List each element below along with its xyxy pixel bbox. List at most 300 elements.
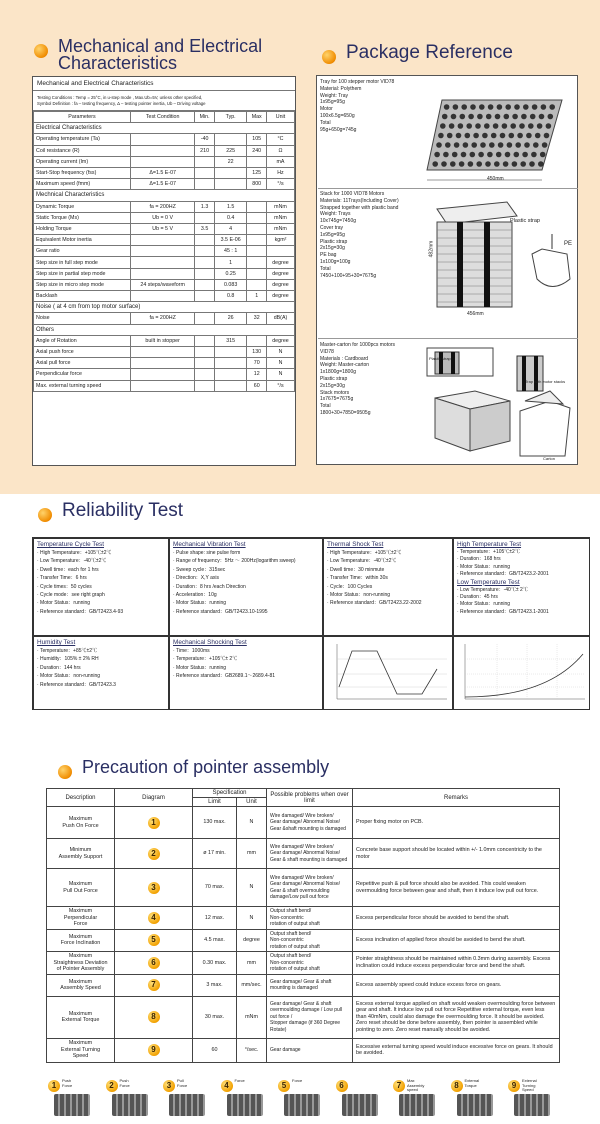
mech-cell bbox=[195, 235, 215, 246]
mech-cell bbox=[195, 291, 215, 302]
diagram-number-icon: 6 bbox=[148, 957, 160, 969]
mech-row bbox=[34, 313, 295, 324]
diagram-number-icon: 9 bbox=[508, 1080, 520, 1092]
mech-cell: degree bbox=[266, 257, 294, 268]
rel-item: · Motor Status：non-running bbox=[37, 673, 101, 680]
rel-item: · Motor Status：running bbox=[457, 601, 511, 608]
diagram-number-icon: 3 bbox=[148, 882, 160, 894]
mech-cell bbox=[247, 212, 267, 223]
mech-row bbox=[34, 279, 295, 290]
strip-label: External Turning Speed bbox=[522, 1078, 537, 1092]
prec-description: Maximum Perpendicular Force bbox=[47, 907, 115, 930]
prec-problem: Gear damage/ Gear & shaft mounting is damaged bbox=[267, 974, 353, 996]
mech-cell: 1 bbox=[247, 291, 267, 302]
motor-icon bbox=[112, 1094, 148, 1116]
prec-remark: Repetitive push & pull force should also be avoided. This could weaken overmoulding force between gear and shaft, then it induce low pull out force. bbox=[353, 869, 560, 907]
diagram-number-icon: 7 bbox=[148, 979, 160, 991]
pkg-stack-text: Stack for 1000 VID78 Motors Materials: 11Trays(Including Cover) Strapped together with plastic band Weight: Trays 10x745g=7450g Cover tray 1x95g=95g Plastic strap 2x15g=30g PE bag 1x100g=100g Total 7450+100+95+30=7675g bbox=[320, 191, 399, 279]
mech-cell bbox=[195, 279, 215, 290]
motor-icon bbox=[284, 1094, 320, 1116]
mech-header-cell: Parameters bbox=[34, 112, 131, 123]
mech-cell: 32 bbox=[247, 313, 267, 324]
mech-cell bbox=[214, 358, 247, 369]
rel-item: · Direction：X,Y axis bbox=[173, 575, 220, 582]
mech-cell bbox=[247, 156, 267, 167]
prec-unit: N bbox=[237, 907, 267, 930]
rel-item-list bbox=[173, 549, 319, 616]
mech-cell: degree bbox=[266, 268, 294, 279]
mech-cell: Noise bbox=[34, 313, 131, 324]
rel-item: · Humidity：105% ± 2% RH bbox=[37, 656, 99, 663]
mech-cell bbox=[195, 369, 215, 380]
symbol-definition: Symbol Definition : fa – testing frequency, Δ – testing pointer inertia, Ub – Driving voltage bbox=[33, 101, 295, 111]
rel-item: · Reference standard：GB/T2423.4-93 bbox=[37, 608, 124, 615]
prec-limit: 3 max. bbox=[193, 974, 237, 996]
mech-header-cell: Min. bbox=[195, 112, 215, 123]
prec-limit: 4.5 max. bbox=[193, 929, 237, 952]
mech-cell: °/s bbox=[266, 380, 294, 391]
strip-diagram bbox=[451, 1080, 501, 1118]
prec-row bbox=[47, 1038, 560, 1062]
mech-cell bbox=[214, 346, 247, 357]
prec-unit: mNm bbox=[237, 996, 267, 1038]
prec-description: Maximum Force Inclination bbox=[47, 929, 115, 952]
mech-cell bbox=[195, 246, 215, 257]
motor-icon bbox=[514, 1094, 550, 1116]
strip-label: Pull Force bbox=[177, 1078, 188, 1088]
rel-item: · Dwell time：each for 1 hrs bbox=[37, 566, 99, 573]
mech-cell bbox=[247, 246, 267, 257]
rel-item: · High Temperature：+105℃±2℃ bbox=[37, 550, 112, 556]
rel-cell-title: Low Temperature Test bbox=[457, 578, 520, 586]
mech-cell bbox=[130, 246, 194, 257]
motor-icon bbox=[457, 1094, 493, 1116]
mech-cell: Step size in partial step mode bbox=[34, 268, 131, 279]
prec-limit: 60 bbox=[193, 1038, 237, 1062]
prec-remark: Pointer straightness should be maintained within 0.3mm during assembly. Excess inclination could induce excess perpendicular force and bend the shaft. bbox=[353, 952, 560, 975]
strip-label: Force bbox=[292, 1078, 303, 1083]
carton-illustration bbox=[425, 346, 575, 461]
mech-cell bbox=[214, 179, 247, 190]
rel-item-list bbox=[37, 549, 165, 616]
mech-cell: 24 steps/waveform bbox=[130, 279, 194, 290]
temp-cycle-graph bbox=[323, 636, 453, 710]
diagram-number-icon: 8 bbox=[148, 1011, 160, 1023]
diagram-number-icon: 9 bbox=[148, 1044, 160, 1056]
rel-item-list bbox=[457, 549, 586, 579]
mech-cell: 315 bbox=[214, 335, 247, 346]
rel-item: · Temperature：+85℃±2℃ bbox=[37, 648, 98, 654]
mech-row bbox=[34, 346, 295, 357]
mech-subheading: Electrical Characteristics bbox=[34, 123, 295, 134]
mech-cell: N bbox=[266, 369, 294, 380]
prec-remark: Excess assembly speed could induce excess force on gears. bbox=[353, 974, 560, 996]
prec-unit: mm bbox=[237, 952, 267, 975]
mech-row bbox=[34, 201, 295, 212]
motor-icon bbox=[342, 1094, 378, 1116]
rel-item: · Low Temperature：-40℃±2℃ bbox=[327, 558, 397, 565]
rel-item: · Transfer Time：within 30s bbox=[327, 575, 388, 582]
diagram-strip bbox=[48, 1080, 558, 1118]
mech-subheading-row bbox=[34, 190, 295, 201]
mech-cell: 240 bbox=[247, 145, 267, 156]
mech-cell: 210 bbox=[195, 145, 215, 156]
rel-box bbox=[32, 537, 590, 710]
mech-cell: 105 bbox=[247, 134, 267, 145]
mech-cell: mNm bbox=[266, 212, 294, 223]
mech-cell bbox=[130, 145, 194, 156]
pkg-tray-text: Tray for 100 stepper motor VID78 Material: Polythem Weight: Tray 1x95g=95g Motor 100x6.5g=650g Total 95g+650g=745g bbox=[320, 79, 395, 133]
mech-row bbox=[34, 223, 295, 234]
mech-cell bbox=[247, 279, 267, 290]
prec-row bbox=[47, 996, 560, 1038]
rel-item: · Motor Status：running bbox=[457, 563, 511, 570]
rel-item: · Low Temperature：-40℃±2℃ bbox=[37, 558, 107, 565]
mech-cell: 225 bbox=[214, 145, 247, 156]
mech-row bbox=[34, 134, 295, 145]
strip-diagram bbox=[163, 1080, 213, 1118]
mech-row bbox=[34, 257, 295, 268]
mech-cell: Δ=1.5 E-07 bbox=[130, 179, 194, 190]
mech-cell: Static Torque (Ms) bbox=[34, 212, 131, 223]
prec-table-wrap bbox=[46, 788, 560, 1063]
mech-row bbox=[34, 369, 295, 380]
mech-cell: Backlash bbox=[34, 291, 131, 302]
diagram-number-icon: 1 bbox=[48, 1080, 60, 1092]
strip-label: Push Force bbox=[62, 1078, 73, 1088]
mech-row bbox=[34, 145, 295, 156]
mech-header-cell: Test Condition bbox=[130, 112, 194, 123]
prec-remark: Concrete base support should be located within +/- 1.0mm concentricity to the motor bbox=[353, 839, 560, 869]
col-diagram: Diagram bbox=[115, 789, 193, 807]
mech-heading bbox=[58, 38, 298, 72]
rel-item-list bbox=[457, 587, 586, 617]
rel-item: · Duration：168 hrs bbox=[457, 556, 501, 563]
prec-limit: 0.30 max. bbox=[193, 952, 237, 975]
mech-subheading: Noise ( at 4 cm from top motor surface) bbox=[34, 302, 295, 313]
mech-cell: 130 bbox=[247, 346, 267, 357]
prec-diagram bbox=[115, 952, 193, 975]
prec-diagram bbox=[115, 974, 193, 996]
mech-cell: 0.25 bbox=[214, 268, 247, 279]
prec-diagram bbox=[115, 839, 193, 869]
stack-width: 456mm bbox=[467, 311, 484, 317]
mech-cell: fa = 200HZ bbox=[130, 313, 194, 324]
mech-cell bbox=[247, 257, 267, 268]
rel-item: · Dwell time：30 minmute bbox=[327, 566, 385, 573]
mech-row bbox=[34, 335, 295, 346]
prec-diagram bbox=[115, 869, 193, 907]
prec-problem: Wire damaged/ Wire broken/ Gear damage/ Abnormal Noise/ Gear & shaft mounting is damaged bbox=[267, 839, 353, 869]
mech-cell: Gear ratio bbox=[34, 246, 131, 257]
mech-row bbox=[34, 179, 295, 190]
prec-remark: Excess inclination of applied force should be avoided to bend the shaft. bbox=[353, 929, 560, 952]
bullet-icon bbox=[322, 50, 336, 64]
mech-cell: Start-Stop frequency (fss) bbox=[34, 167, 131, 178]
prec-diagram bbox=[115, 907, 193, 930]
strip-diagram bbox=[336, 1080, 386, 1118]
tray-width: 450mm bbox=[487, 176, 504, 182]
prec-description: Maximum Push On Force bbox=[47, 807, 115, 839]
mech-cell: 0.4 bbox=[214, 212, 247, 223]
rel-cell-humidity bbox=[33, 636, 169, 710]
mech-cell: Δ=1.5 E-07 bbox=[130, 167, 194, 178]
prec-problem: Output shaft bend/ Non-concentric rotation of output shaft bbox=[267, 952, 353, 975]
mech-cell bbox=[195, 313, 215, 324]
prec-limit: 130 max. bbox=[193, 807, 237, 839]
prec-remark: Excessive external turning speed would induce excessive force on gears. It should be avoided. bbox=[353, 1038, 560, 1062]
rel-item: · Time：1000ms bbox=[173, 648, 210, 654]
rel-heading bbox=[62, 502, 183, 519]
mech-cell: fa = 200HZ bbox=[130, 201, 194, 212]
motor-icon bbox=[169, 1094, 205, 1116]
rel-cell-title: High Temperature Test bbox=[457, 541, 522, 548]
prec-problem: Gear damage/ Gear & shaft overmoulding damage / Low pull out force / Stopper damage (if 360 Degree Rotate) bbox=[267, 996, 353, 1038]
mech-cell: Angle of Rotation bbox=[34, 335, 131, 346]
diagram-number-icon: 3 bbox=[163, 1080, 175, 1092]
mech-cell: 0.8 bbox=[214, 291, 247, 302]
prec-remark: Proper fixing motor on PCB. bbox=[353, 807, 560, 839]
diagram-number-icon: 2 bbox=[148, 848, 160, 860]
bullet-icon bbox=[58, 765, 72, 779]
mech-header-cell: Unit bbox=[266, 112, 294, 123]
mech-cell: 1.5 bbox=[214, 201, 247, 212]
mech-cell: 22 bbox=[214, 156, 247, 167]
mech-cell bbox=[195, 156, 215, 167]
mech-cell: Operating temperature (Ta) bbox=[34, 134, 131, 145]
mech-cell bbox=[195, 346, 215, 357]
prec-diagram bbox=[115, 996, 193, 1038]
strap-label-2: Plastic strap bbox=[429, 356, 451, 361]
mech-cell bbox=[130, 358, 194, 369]
mech-cell bbox=[195, 167, 215, 178]
mech-cell bbox=[130, 235, 194, 246]
mech-row bbox=[34, 268, 295, 279]
mech-cell: Hz bbox=[266, 167, 294, 178]
prec-description: Maximum External Turning Speed bbox=[47, 1038, 115, 1062]
rel-cell-temperature-cycle bbox=[33, 538, 169, 636]
mech-cell bbox=[214, 369, 247, 380]
strip-diagram bbox=[278, 1080, 328, 1118]
prec-description: Maximum External Torque bbox=[47, 996, 115, 1038]
mech-cell: 0.083 bbox=[214, 279, 247, 290]
mech-cell: degree bbox=[266, 291, 294, 302]
mech-header-cell: Typ. bbox=[214, 112, 247, 123]
mech-cell: Equivalent Motor inertia bbox=[34, 235, 131, 246]
rel-item: · Reference standard：GB/T2423.2-2001 bbox=[457, 571, 549, 578]
rel-item: · Cycle times：50 cycles bbox=[37, 583, 92, 590]
rel-cell-title: Humidity Test bbox=[37, 639, 76, 646]
mech-cell bbox=[214, 167, 247, 178]
prec-diagram bbox=[115, 807, 193, 839]
rel-item: · Sweep cycle：315sec bbox=[173, 566, 226, 573]
mech-cell: N bbox=[266, 358, 294, 369]
prec-problem: Output shaft bend/ Non-concentric rotation of output shaft bbox=[267, 929, 353, 952]
mech-header-cell: Max bbox=[247, 112, 267, 123]
prec-description: Minimum Assembly Support bbox=[47, 839, 115, 869]
mech-cell: 60 bbox=[247, 380, 267, 391]
divider bbox=[318, 188, 578, 189]
col-description: Description bbox=[47, 789, 115, 807]
mech-cell: 26 bbox=[214, 313, 247, 324]
mech-row bbox=[34, 246, 295, 257]
mech-cell bbox=[195, 380, 215, 391]
diagram-number-icon: 7 bbox=[393, 1080, 405, 1092]
rel-cell-high-low-temp bbox=[453, 538, 590, 636]
strip-label: Force bbox=[234, 1078, 245, 1083]
vibration-graph bbox=[453, 636, 590, 710]
prec-row bbox=[47, 807, 560, 839]
mech-row bbox=[34, 291, 295, 302]
mech-cell bbox=[247, 335, 267, 346]
rel-heading-text: Reliability Test bbox=[62, 500, 184, 521]
mech-cell bbox=[195, 268, 215, 279]
bullet-icon bbox=[34, 44, 48, 58]
col-problems: Possible problems when over limit bbox=[267, 789, 353, 807]
pkg-carton-text: Master-carton for 1000pcs motors VID78 Materials : Cardboard Weight: Master-carton 1x1800g=1800g Plastic strap 2x15g=30g Stack motors 1x7675=7675g Total 1800+30+7850=9505g bbox=[320, 342, 396, 416]
prec-remark: Excess external torque applied on shaft would weaken overmoulding force between gear and shaft. It induce low pull out force Repetitive external torque, even less than 40mNm, could also damage the overmoulding force. It should be avoided. Zero reset should be done before assembly, then pointer is assembled while pointing to zero. Zero reset manually should be avoided. bbox=[353, 996, 560, 1038]
prec-description: Maximum Assembly Speed bbox=[47, 974, 115, 996]
mech-cell bbox=[247, 223, 267, 234]
rel-item: · Low Temperature：-40℃± 2℃ bbox=[457, 586, 528, 593]
mech-cell: built in stopper bbox=[130, 335, 194, 346]
motor-icon bbox=[54, 1094, 90, 1116]
rel-cell-title: Temperature Cycle Test bbox=[37, 541, 105, 548]
strip-label: External Torque bbox=[464, 1078, 480, 1088]
prec-heading-text: Precaution of pointer assembly bbox=[82, 757, 330, 777]
rel-item: · Acceleration：10g bbox=[173, 592, 217, 599]
rel-item-list bbox=[37, 647, 165, 689]
mech-cell: 1 bbox=[214, 257, 247, 268]
mech-cell: 12 bbox=[247, 369, 267, 380]
mech-cell: degree bbox=[266, 279, 294, 290]
rel-item: · Transfer Time：6 hrs bbox=[37, 575, 87, 582]
mech-cell: Operating current (Im) bbox=[34, 156, 131, 167]
mech-cell bbox=[130, 134, 194, 145]
mech-row bbox=[34, 156, 295, 167]
mech-cell bbox=[247, 268, 267, 279]
rel-item-list bbox=[327, 549, 449, 608]
mech-cell bbox=[130, 291, 194, 302]
pe-label: PE bbox=[564, 241, 573, 247]
rel-item: · Motor Status：non-running bbox=[327, 592, 391, 599]
rel-item: · Reference standard：GB/T2423.10-1995 bbox=[173, 608, 268, 615]
mech-cell: Axial pull force bbox=[34, 358, 131, 369]
rel-cell-shocking bbox=[169, 636, 323, 710]
prec-problem: Wire damaged/ Wire broken/ Gear damage/ Abnormal Noise/ Gear &shaft mounting is damaged bbox=[267, 807, 353, 839]
strap-label: Plastic strap bbox=[510, 218, 540, 224]
mech-cell bbox=[130, 268, 194, 279]
mech-cell: Maximum speed (fmm) bbox=[34, 179, 131, 190]
strip-diagram bbox=[106, 1080, 156, 1118]
rel-item: · Range of frequency：5Hz ～ 200Hz(logarithm sweep) bbox=[173, 558, 296, 565]
rel-item: · Motor Status：running bbox=[173, 664, 227, 671]
col-unit: Unit bbox=[237, 798, 267, 807]
prec-row bbox=[47, 952, 560, 975]
mech-cell bbox=[195, 212, 215, 223]
mech-cell: mNm bbox=[266, 223, 294, 234]
mech-cell: N bbox=[266, 346, 294, 357]
mech-row bbox=[34, 212, 295, 223]
prec-row bbox=[47, 907, 560, 930]
mech-cell: 45 : 1 bbox=[214, 246, 247, 257]
mech-cell: 800 bbox=[247, 179, 267, 190]
prec-diagram bbox=[115, 929, 193, 952]
rel-item: · Duration：8 hrs /each Direction bbox=[173, 583, 246, 590]
prec-unit: mm bbox=[237, 839, 267, 869]
prec-description: Maximum Pull Out Force bbox=[47, 869, 115, 907]
mech-cell bbox=[247, 201, 267, 212]
motor-icon bbox=[227, 1094, 263, 1116]
pkg-box bbox=[316, 75, 578, 465]
rel-item: · Motor Status：running bbox=[173, 600, 227, 607]
mech-cell: Perpendicular force bbox=[34, 369, 131, 380]
mech-cell bbox=[195, 257, 215, 268]
mech-cell bbox=[266, 246, 294, 257]
prec-heading bbox=[82, 759, 329, 776]
strip-diagram bbox=[48, 1080, 98, 1118]
motor-icon bbox=[399, 1094, 435, 1116]
rel-cell-title: Mechanical Vibration Test bbox=[173, 541, 246, 548]
prec-limit: ø 17 min. bbox=[193, 839, 237, 869]
rel-item: · Motor Status：running bbox=[37, 600, 91, 607]
prec-row bbox=[47, 839, 560, 869]
prec-unit: degree bbox=[237, 929, 267, 952]
prec-unit: °/sec. bbox=[237, 1038, 267, 1062]
mech-subheading-row bbox=[34, 324, 295, 335]
col-specification: Specification bbox=[193, 789, 267, 798]
divider bbox=[318, 338, 578, 339]
col-remarks: Remarks bbox=[353, 789, 560, 807]
mech-cell bbox=[130, 369, 194, 380]
prec-remark: Excess perpendicular force should be avoided to bend the shaft. bbox=[353, 907, 560, 930]
prec-problem: Gear damage bbox=[267, 1038, 353, 1062]
mech-subheading-row bbox=[34, 302, 295, 313]
mech-cell: Coil resistance (R) bbox=[34, 145, 131, 156]
prec-problem: Wire damaged/ Wire broken/ Gear damage/ Abnormal Noise/ Gear & shaft overmoulding damage/Low pull out force bbox=[267, 869, 353, 907]
mech-cell bbox=[214, 134, 247, 145]
mech-cell: °/s bbox=[266, 179, 294, 190]
stack-illustration bbox=[422, 194, 577, 334]
mech-cell: 125 bbox=[247, 167, 267, 178]
mech-cell bbox=[195, 335, 215, 346]
carton-label: Carton bbox=[543, 456, 556, 461]
mech-cell bbox=[214, 380, 247, 391]
mech-table bbox=[33, 111, 295, 392]
prec-row bbox=[47, 929, 560, 952]
rel-item-list bbox=[173, 647, 319, 681]
mech-cell: 4 bbox=[214, 223, 247, 234]
tray-illustration bbox=[422, 80, 572, 190]
rel-item: · Temperature：+105℃±2℃ bbox=[457, 549, 520, 555]
mech-cell: Ub = 5 V bbox=[130, 223, 194, 234]
mech-cell: 3.5 bbox=[195, 223, 215, 234]
prec-limit: 70 max. bbox=[193, 869, 237, 907]
mech-cell: -40 bbox=[195, 134, 215, 145]
diagram-number-icon: 1 bbox=[148, 817, 160, 829]
mech-cell: 3.5 E-06 bbox=[214, 235, 247, 246]
bullet-icon bbox=[38, 508, 52, 522]
mech-cell: Holding Torque bbox=[34, 223, 131, 234]
mech-cell: dB(A) bbox=[266, 313, 294, 324]
pkg-heading bbox=[346, 44, 513, 61]
mech-cell: Step size in full step mode bbox=[34, 257, 131, 268]
rel-item: · Temperature：+105℃± 2℃ bbox=[173, 656, 238, 663]
mech-cell bbox=[195, 358, 215, 369]
strip-label: Push Force bbox=[119, 1078, 130, 1088]
prec-problem: Output shaft bend/ Non-concentric rotation of output shaft bbox=[267, 907, 353, 930]
prec-limit: 30 max. bbox=[193, 996, 237, 1038]
